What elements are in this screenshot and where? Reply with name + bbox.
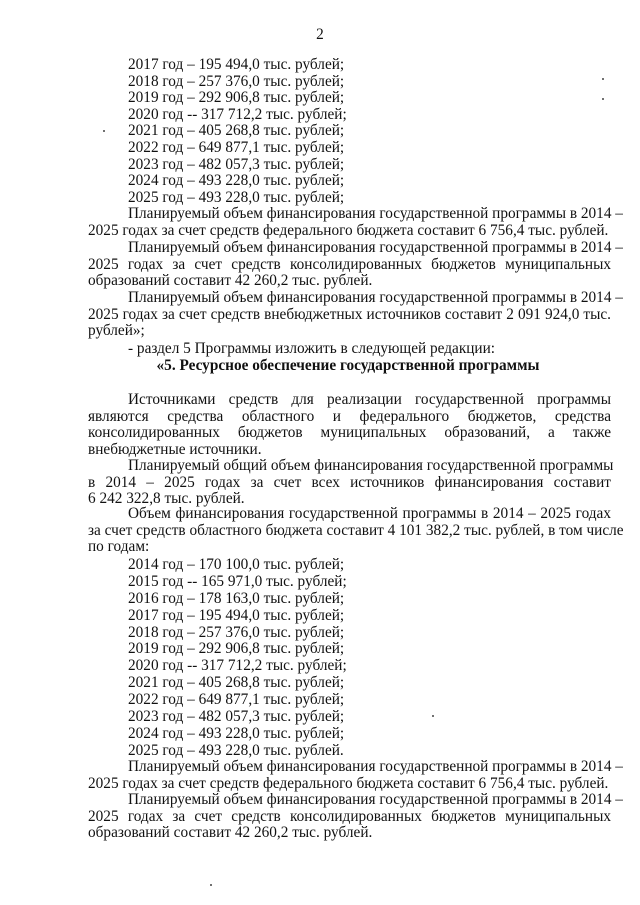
paragraph-municipal-funding-2: Планируемый объем финансирования государственной программы в 2014 – 2025 годах за счет средств консолидированных бюджетов муниципальных образований составит 42 260,2 тыс. рублей. bbox=[88, 791, 623, 842]
list-item: 2016 год – 178 163,0 тыс. рублей; bbox=[128, 589, 345, 607]
paragraph-federal-funding: Планируемый объем финансирования государственной программы в 2014 – 2025 годах за счет средств федерального бюджета составит 6 756,4 тыс. рублей. bbox=[88, 205, 623, 239]
list-item: 2021 год – 405 268,8 тыс. рублей; bbox=[128, 122, 345, 140]
list-item: 2023 год – 482 057,3 тыс. рублей; bbox=[128, 708, 345, 726]
list-item: 2017 год – 195 494,0 тыс. рублей; bbox=[128, 606, 345, 624]
scan-speck bbox=[602, 98, 604, 100]
paragraph-funding-sources: Источниками средств для реализации государственной программы являются средства областного и федерального бюджетов, средства консолидированных бюджетов муниципальных образований, а также внебюджетные источники. bbox=[88, 391, 611, 458]
list-item: 2018 год – 257 376,0 тыс. рублей; bbox=[128, 623, 345, 641]
scan-speck bbox=[602, 78, 604, 80]
list-item: 2019 год – 292 906,8 тыс. рублей; bbox=[128, 640, 345, 658]
year-list bbox=[128, 557, 347, 760]
list-item: 2017 год – 195 494,0 тыс. рублей; bbox=[128, 56, 345, 73]
paragraph-municipal-funding: Планируемый объем финансирования государственной программы в 2014 – 2025 годах за счет средств консолидированных бюджетов муниципальных образований составит 42 260,2 тыс. рублей. bbox=[88, 239, 623, 290]
list-item: 2025 год – 493 228,0 тыс. рублей. bbox=[128, 741, 344, 759]
list-item: 2015 год -- 165 971,0 тыс. рублей; bbox=[128, 572, 347, 590]
list-item: 2023 год – 482 057,3 тыс. рублей; bbox=[128, 155, 345, 173]
year-list-continued bbox=[128, 57, 347, 206]
list-item: 2014 год – 170 100,0 тыс. рублей; bbox=[128, 556, 345, 573]
paragraph-federal-funding-2: Планируемый объем финансирования государственной программы в 2014 – 2025 годах за счет средств федерального бюджета составит 6 756,4 тыс. рублей. bbox=[88, 758, 623, 792]
list-item: 2020 год -- 317 712,2 тыс. рублей; bbox=[128, 105, 347, 123]
section-heading: «5. Ресурсное обеспечение государственной программы bbox=[156, 357, 540, 374]
list-item: 2022 год – 649 877,1 тыс. рублей; bbox=[128, 138, 345, 156]
list-item: 2018 год – 257 376,0 тыс. рублей; bbox=[128, 72, 345, 90]
scan-speck bbox=[432, 715, 434, 717]
list-item: 2024 год – 493 228,0 тыс. рублей; bbox=[128, 724, 345, 742]
list-item: 2021 год – 405 268,8 тыс. рублей; bbox=[128, 674, 345, 692]
list-item: 2022 год – 649 877,1 тыс. рублей; bbox=[128, 691, 345, 709]
paragraph-extrabudgetary-funding: Планируемый объем финансирования государственной программы в 2014 – 2025 годах за счет средств внебюджетных источников составит 2 091 924,0 тыс. рублей»; bbox=[88, 289, 623, 340]
scan-speck bbox=[210, 884, 212, 886]
scan-speck bbox=[103, 130, 105, 132]
list-item: 2019 год – 292 906,8 тыс. рублей; bbox=[128, 89, 345, 107]
page-number: 2 bbox=[316, 26, 324, 43]
paragraph-regional-funding: Объем финансирования государственной программы в 2014 – 2025 годах за счет средств областного бюджета составит 4 101 382,2 тыс. рублей, в том числе по годам: bbox=[88, 505, 624, 556]
amendment-bullet: - раздел 5 Программы изложить в следующей редакции: bbox=[128, 340, 496, 357]
paragraph-total-funding: Планируемый общий объем финансирования государственной программы в 2014 – 2025 годах за счет всех источников финансирования составит 6 242 322,8 тыс. рублей. bbox=[88, 457, 614, 508]
list-item: 2024 год – 493 228,0 тыс. рублей; bbox=[128, 172, 345, 190]
list-item: 2020 год -- 317 712,2 тыс. рублей; bbox=[128, 657, 347, 675]
list-item: 2025 год – 493 228,0 тыс. рублей; bbox=[128, 188, 345, 206]
